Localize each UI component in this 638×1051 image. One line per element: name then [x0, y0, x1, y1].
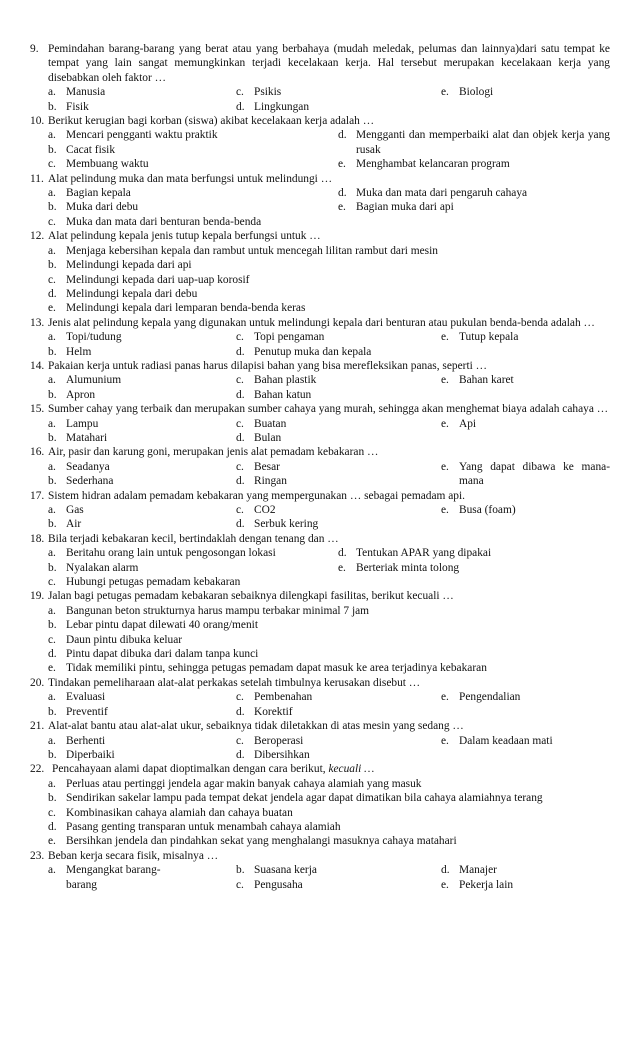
option-b: b. Matahari: [48, 431, 108, 444]
option-a: a. Mengangkat barang-barang: [48, 864, 161, 891]
option-e: e. Tidak memiliki pintu, sehingga petugas pemadam dapat masuk ke area terjadinya kebakaran: [48, 662, 487, 675]
option-c: c. Buatan: [236, 417, 287, 430]
question-stem: Sumber cahay yang terbaik dan merupakan sumber cahaya yang murah, sehingga akan menghemat biaya adalah cahaya …: [48, 403, 609, 416]
question-stem: Air, pasir dan karung goni, merupakan jenis alat pemadam kebakaran …: [48, 446, 379, 459]
question-number: 18.: [30, 532, 45, 545]
option-b: b. Air: [48, 518, 82, 531]
question-number: 15.: [30, 403, 45, 416]
option-a: a. Bangunan beton strukturnya harus mampu terbakar minimal 7 jam: [48, 604, 370, 617]
option-a: a. Menjaga kebersihan kepala dan rambut untuk mencegah lilitan rambut dari mesin: [48, 244, 438, 257]
option-d: d. Tentukan APAR yang dipakai: [338, 547, 492, 560]
question-20: [30, 676, 610, 719]
option-a: a. Mencari pengganti waktu praktik: [48, 129, 218, 142]
question-stem: Jenis alat pelindung kepala yang digunakan untuk melindungi kepala dari benturan atau pukulan benda-benda adalah …: [48, 316, 595, 329]
option-d: d. Mengganti dan memperbaiki alat dan objek kerja yang rusak: [338, 129, 610, 156]
question-stem: Berikut kerugian bagi korban (siswa) akibat kecelakaan kerja adalah …: [48, 115, 375, 128]
question-13: [30, 316, 610, 359]
option-b: b. Preventif: [48, 705, 108, 718]
question-stem: Alat pelindung muka dan mata berfungsi untuk melindungi …: [48, 172, 333, 185]
question-17: [30, 489, 610, 532]
question-22: [30, 762, 610, 776]
option-c: c. Kombinasikan cahaya alamiah dan cahaya buatan: [48, 806, 293, 819]
option-c: c. Muka dan mata dari benturan benda-benda: [48, 215, 262, 228]
question-number: 10.: [30, 115, 45, 128]
option-c: c. Membuang waktu: [48, 158, 149, 171]
question-stem: Beban kerja secara fisik, misalnya …: [48, 849, 219, 862]
option-e: e. Bagian muka dari api: [338, 201, 454, 214]
option-a: a. Perluas atau pertinggi jendela agar makin banyak cahaya alamiah yang masuk: [48, 777, 422, 790]
option-e: e. Api: [441, 417, 477, 430]
option-d: d. Pintu dapat dibuka dari dalam tanpa kunci: [48, 648, 259, 661]
option-a: a. Beritahu orang lain untuk pengosongan lokasi: [48, 547, 276, 560]
question-11: [30, 172, 610, 230]
option-b: b. Apron: [48, 388, 96, 401]
option-c: c. Daun pintu dibuka keluar: [48, 633, 183, 646]
option-e: e. Dalam keadaan mati: [441, 734, 553, 747]
option-a: a. Bagian kepala: [48, 187, 131, 200]
question-19: [30, 589, 610, 675]
option-a: a. Berhenti: [48, 734, 106, 747]
option-e: e. Busa (foam): [441, 504, 516, 516]
question-stem: Pencahayaan alami dapat dioptimalkan dengan cara berikut, kecuali …: [52, 763, 375, 776]
option-d: d. Ringan: [236, 475, 287, 488]
option-a: a. Lampu: [48, 417, 99, 430]
question-stem: Alat pelindung kepala jenis tutup kepala berfungsi untuk …: [48, 230, 321, 243]
option-d: d. Bulan: [236, 431, 282, 444]
option-c: c. Topi pengaman: [236, 331, 325, 344]
option-d: d. Pasang genting transparan untuk menambah cahaya alamiah: [48, 820, 341, 833]
option-e: e. Bersihkan jendela dan pindahkan sekat yang menghalangi masuknya cahaya matahari: [48, 835, 457, 848]
option-d: d. Bahan katun: [236, 388, 312, 401]
question-number: 11.: [30, 172, 44, 185]
option-a: a. Topi/tudung: [48, 331, 122, 344]
question-number: 19.: [30, 590, 45, 603]
option-a: a. Gas: [48, 504, 84, 516]
option-e: e. Biologi: [441, 86, 494, 99]
option-b: b. Nyalakan alarm: [48, 561, 139, 574]
option-c: c. Pembenahan: [236, 691, 313, 704]
option-d: d. Korektif: [236, 705, 293, 718]
option-b: b. Sendirikan sakelar lampu pada tempat dekat jendela agar dapat dimatikan bila cahaya alamiahnya terang: [48, 792, 543, 805]
question-12: [30, 229, 610, 315]
question-23: [30, 849, 610, 892]
question-stem: Pemindahan barang-barang yang berat atau yang berbahaya (mudah meledak, pelumas dan lainnya)dari satu tempat ke tempat yang lain sangat memungkinkan terjadi kecelakaan kerja. Hal tersebut merupakan kecelakaan kerja yang disebabkan oleh faktor …: [48, 43, 610, 84]
option-d: d. Lingkungan: [236, 100, 310, 113]
question-9: [30, 42, 610, 114]
option-d: d. Dibersihkan: [236, 748, 310, 761]
question-10: [30, 114, 610, 172]
question-stem: Alat-alat bantu atau alat-alat ukur, sebaiknya tidak diletakkan di atas mesin yang sedang …: [48, 720, 464, 733]
option-a: a. Manusia: [48, 86, 106, 99]
option-d: d. Muka dan mata dari pengaruh cahaya: [338, 187, 528, 200]
option-b: b. Lebar pintu dapat dilewati 40 orang/menit: [48, 619, 259, 632]
question-16: [30, 445, 610, 488]
option-c: c. Beroperasi: [236, 734, 304, 747]
question-number: 9.: [30, 43, 39, 55]
option-a: a. Alumunium: [48, 374, 122, 387]
question-number: 20.: [30, 676, 45, 689]
question-number: 23.: [30, 849, 45, 862]
option-e: e. Tutup kepala: [441, 331, 519, 344]
option-d: d. Melindungi kepala dari debu: [48, 287, 198, 300]
option-b: b. Fisik: [48, 100, 89, 113]
question-21: [30, 719, 610, 762]
option-c: c. Melindungi kepada dari uap-uap korosif: [48, 273, 250, 286]
option-e: e. Pekerja lain: [441, 878, 514, 891]
option-c: c. Psikis: [236, 86, 282, 99]
option-a: a. Seadanya: [48, 460, 110, 473]
option-c: c. Hubungi petugas pemadam kebakaran: [48, 576, 241, 589]
question-stem: Bila terjadi kebakaran kecil, bertindaklah dengan tenang dan …: [48, 532, 339, 545]
option-e: e. Berteriak minta tolong: [338, 561, 460, 574]
option-c: c. Besar: [236, 460, 280, 473]
option-c: c. Bahan plastik: [236, 374, 317, 387]
option-d: d. Manajer: [441, 864, 497, 877]
question-number: 17.: [30, 489, 45, 502]
option-b: b. Suasana kerja: [236, 864, 317, 877]
option-b: b. Cacat fisik: [48, 143, 116, 156]
option-c: c. Pengusaha: [236, 878, 303, 891]
question-14: [30, 359, 610, 402]
question-stem: Jalan bagi petugas pemadam kebakaran sebaiknya dilengkapi fasilitas, berikut kecuali …: [48, 590, 454, 603]
question-number: 21.: [30, 720, 45, 733]
option-b: b. Muka dari debu: [48, 201, 139, 214]
option-d: d. Serbuk kering: [236, 518, 319, 531]
option-d: d. Penutup muka dan kepala: [236, 345, 372, 358]
exam-sheet: [30, 42, 610, 892]
question-stem: Pakaian kerja untuk radiasi panas harus dilapisi bahan yang bisa merefleksikan panas, seperti …: [48, 359, 488, 372]
question-22-options: [30, 777, 610, 849]
question-number: 16.: [30, 446, 45, 459]
question-15: [30, 402, 610, 445]
option-c: c. CO2: [236, 504, 276, 516]
question-number: 13.: [30, 316, 45, 329]
question-stem: Sistem hidran adalam pemadam kebakaran yang mempergunakan … sebagai pemadam api.: [48, 489, 465, 502]
option-b: b. Diperbaiki: [48, 748, 115, 761]
stem-emphasis: kecuali …: [328, 763, 375, 776]
question-18: [30, 532, 610, 590]
question-number: 22.: [30, 763, 45, 776]
option-e: e. Menghambat kelancaran program: [338, 158, 510, 171]
option-a: a. Evaluasi: [48, 691, 106, 704]
question-number: 14.: [30, 359, 45, 372]
question-stem: Tindakan pemeliharaan alat-alat perkakas setelah timbulnya kerusakan disebut …: [48, 676, 421, 689]
option-e: e. Yang dapat dibawa ke mana-mana: [441, 460, 610, 488]
option-b: b. Sederhana: [48, 475, 114, 488]
option-e: e. Pengendalian: [441, 691, 521, 704]
option-b: b. Helm: [48, 345, 92, 358]
question-number: 12.: [30, 230, 45, 243]
option-b: b. Melindungi kepada dari api: [48, 259, 192, 272]
option-e: e. Bahan karet: [441, 374, 514, 387]
option-e: e. Melindungi kepala dari lemparan benda-benda keras: [48, 302, 306, 315]
